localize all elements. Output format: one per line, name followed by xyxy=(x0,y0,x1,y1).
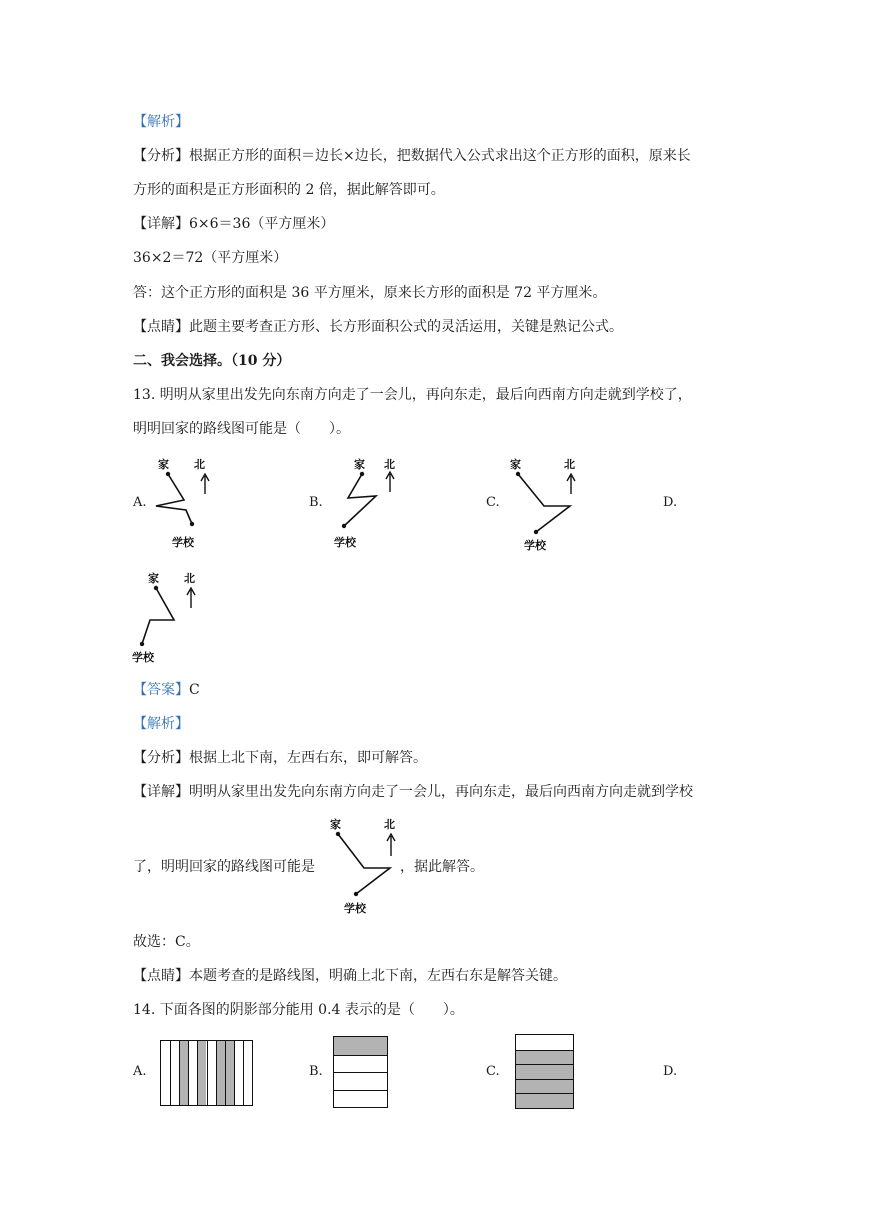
shaded-part xyxy=(225,1041,234,1105)
q13-stem: 13. 明明从家里出发先向东南方向走了一会儿，再向东走，最后向西南方向走就到学校了， xyxy=(133,387,692,403)
q13-answer xyxy=(133,680,200,700)
q13-map-c xyxy=(506,452,586,558)
unshaded-part xyxy=(334,1090,387,1108)
map-north-label: 北 xyxy=(184,572,195,585)
q13-analysis-text: 【分析】根据上北下南，左西右东，即可解答。 xyxy=(133,750,427,766)
detail-text: 【详解】6×6＝36（平方厘米） xyxy=(133,216,335,232)
q14-option-c[interactable]: C. xyxy=(486,1064,500,1079)
q13-option-a[interactable]: A. xyxy=(133,495,147,510)
map-home-label: 家 xyxy=(510,458,521,471)
shaded-part xyxy=(197,1041,206,1105)
q14-option-d[interactable]: D. xyxy=(663,1064,678,1079)
shaded-part xyxy=(334,1037,387,1055)
map-north-label: 北 xyxy=(194,458,205,471)
map-home-label: 家 xyxy=(148,572,159,585)
unshaded-part xyxy=(207,1041,216,1105)
map-school-label: 学校 xyxy=(524,539,546,552)
analysis-tag: 【解析】 xyxy=(133,114,189,130)
shaded-part xyxy=(179,1041,188,1105)
unshaded-part xyxy=(170,1041,179,1105)
unshaded-part xyxy=(516,1035,573,1050)
shaded-part xyxy=(516,1093,573,1108)
q13-comment: 【点睛】本题考查的是路线图，明确上北下南，左西右东是解答关键。 xyxy=(133,968,567,984)
q14-figure-c xyxy=(515,1034,574,1109)
shaded-part xyxy=(516,1079,573,1094)
q13-detail-cont-a: 了，明明回家的路线图可能是 xyxy=(133,859,315,875)
map-school-label: 学校 xyxy=(172,536,194,549)
map-home-label: 家 xyxy=(354,458,365,471)
comment-text: 【点睛】此题主要考查正方形、长方形面积公式的灵活运用，关键是熟记公式。 xyxy=(133,319,623,335)
q13-choice: 故选：C。 xyxy=(133,934,200,950)
q13-stem-cont: 明明回家的路线图可能是（ ）。 xyxy=(133,421,350,437)
map-school-label: 学校 xyxy=(344,902,366,915)
q13-map-d xyxy=(130,566,210,670)
map-north-label: 北 xyxy=(384,818,395,831)
q13-analysis-tag: 【解析】 xyxy=(133,716,189,732)
map-home-label: 家 xyxy=(158,458,169,471)
answer-text: 答：这个正方形的面积是 36 平方厘米，原来长方形的面积是 72 平方厘米。 xyxy=(133,285,607,301)
unshaded-part xyxy=(334,1072,387,1090)
q14-figure-b xyxy=(333,1036,388,1108)
map-school-label: 学校 xyxy=(334,536,356,549)
q13-map-b xyxy=(328,452,408,556)
unshaded-part xyxy=(188,1041,197,1105)
map-north-label: 北 xyxy=(564,458,575,471)
detail-calc: 36×2＝72（平方厘米） xyxy=(133,250,288,266)
q14-figure-a xyxy=(160,1040,253,1106)
map-school-label: 学校 xyxy=(132,651,154,664)
unshaded-part xyxy=(243,1041,252,1105)
unshaded-part xyxy=(334,1055,387,1073)
q13-map-a xyxy=(150,452,230,556)
unshaded-part xyxy=(161,1041,170,1105)
q13-detail-text: 【详解】明明从家里出发先向东南方向走了一会儿，再向东走，最后向西南方向走就到学校 xyxy=(133,784,693,800)
q14-option-a[interactable]: A. xyxy=(133,1064,147,1079)
q13-option-d[interactable]: D. xyxy=(663,495,678,510)
q14-option-b[interactable]: B. xyxy=(309,1064,323,1079)
answer-tag: 【答案】 xyxy=(133,682,189,698)
q13-detail-cont-b: ，据此解答。 xyxy=(400,859,484,875)
shaded-part xyxy=(216,1041,225,1105)
analysis-text: 【分析】根据正方形的面积＝边长×边长，把数据代入公式求出这个正方形的面积，原来长 xyxy=(133,148,691,164)
answer-value: C xyxy=(189,682,200,698)
q13-option-c[interactable]: C. xyxy=(486,495,500,510)
unshaded-part xyxy=(234,1041,243,1105)
q13-inline-map xyxy=(326,812,406,922)
q13-option-b[interactable]: B. xyxy=(309,495,323,510)
map-home-label: 家 xyxy=(330,818,341,831)
shaded-part xyxy=(516,1050,573,1065)
part-title: 二、我会选择。（10 分） xyxy=(133,353,291,369)
analysis-text-cont: 方形的面积是正方形面积的 2 倍，据此解答即可。 xyxy=(133,182,445,198)
q14-stem: 14. 下面各图的阴影部分能用 0.4 表示的是（ ）。 xyxy=(133,1002,464,1018)
map-north-label: 北 xyxy=(384,458,395,471)
shaded-part xyxy=(516,1064,573,1079)
